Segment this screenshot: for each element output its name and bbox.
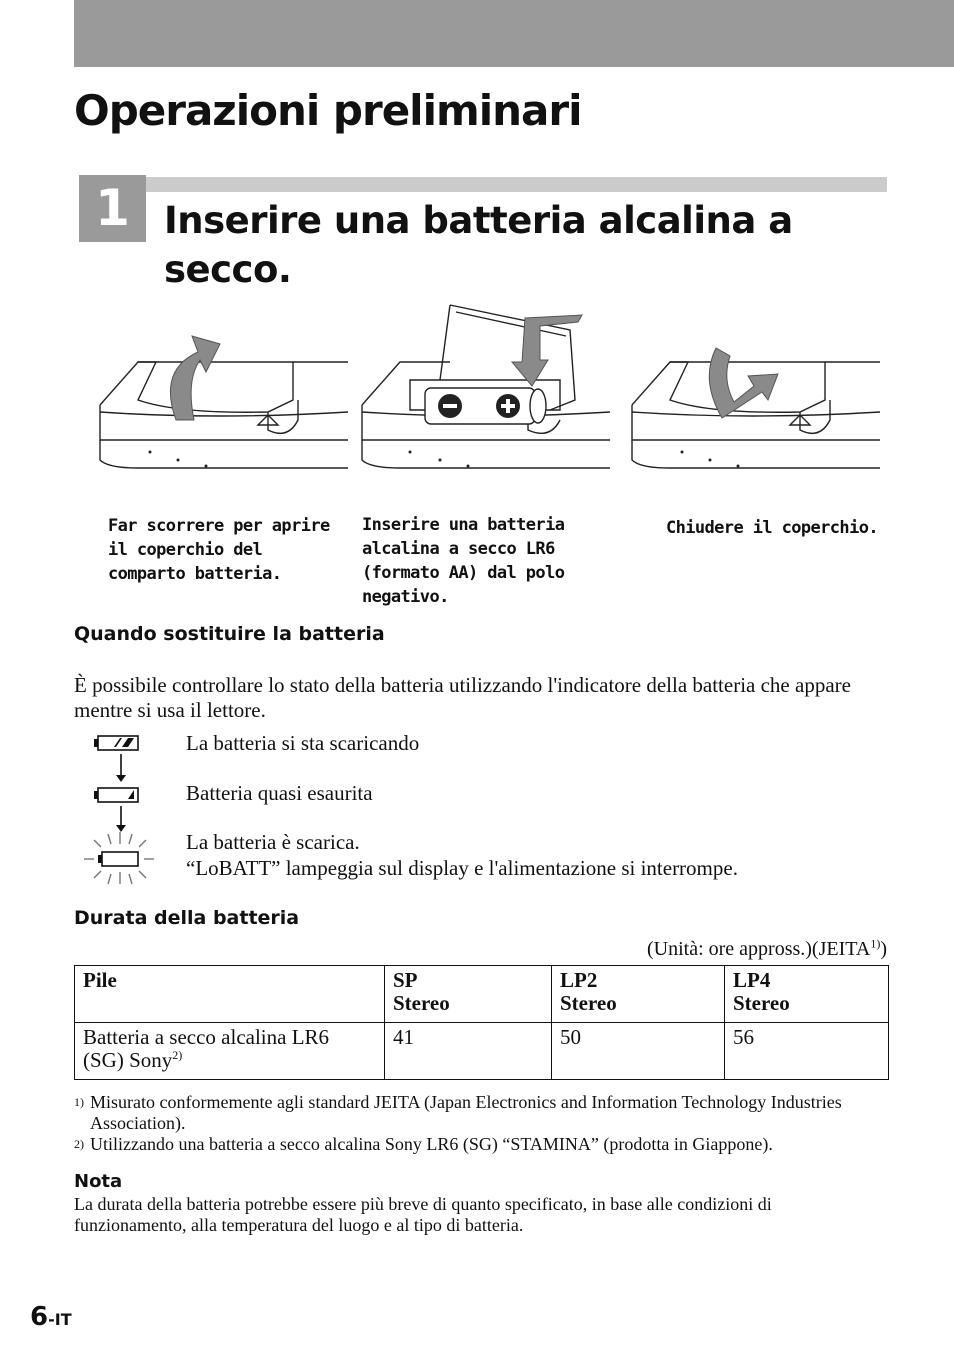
unit-note: (Unità: ore appross.)(JEITA$^{1)}$) [646,936,887,960]
battery-state-empty-detail: “LoBATT” lampeggia sul display e l'alimentazione si interrompe. [186,856,738,880]
battery-low-icon [94,788,138,802]
footnote-1: 1) Misurato conformemente agli standard JEITA (Japan Electronics and Information Technology Industries Association). [74,1092,842,1133]
note-heading: Nota [74,1171,123,1192]
caption-insert-battery: Inserire una batteria alcalina a secco LR6 (formato AA) dal polo negativo. [362,515,565,607]
value-cell-lp2: 50 [552,1023,725,1080]
step-number-badge: 1 [79,175,146,242]
header-cell-lp4: LP4 Stereo [725,966,889,1023]
header-cell-sp: SP Stereo [385,966,552,1023]
footnote-2: 2) Utilizzando una batteria a secco alcalina Sony LR6 (SG) “STAMINA” (prodotta in Giappone). [74,1134,773,1154]
header-cell-lp2: LP2 Stereo [552,966,725,1023]
step-title: Inserire una batteria alcalina a secco. [164,199,793,291]
battery-indicator-sequence [84,728,154,888]
battery-life-table [74,965,889,1080]
battery-empty-blinking-icon [84,832,154,884]
step-header-bar [144,177,887,192]
battery-state-empty: La batteria è scarica. [186,830,360,854]
page-title: Operazioni preliminari [74,86,582,135]
battery-state-draining: La batteria si sta scaricando [186,731,420,755]
value-cell-sp: 41 [385,1023,552,1080]
note-text: La durata della batteria potrebbe essere più breve di quanto specificato, in base alle condizioni di funzionamento, alla temperatura del luogo e al tipo di batteria. [74,1194,772,1235]
open-cover-illustration [98,300,348,510]
header-cell-pile: Pile [75,966,385,1023]
caption-close-cover: Chiudere il coperchio. [666,518,878,538]
curved-arrow-icon [170,336,220,420]
battery-half-icon [94,736,138,750]
battery-replace-heading: Quando sostituire la batteria [74,623,385,645]
curved-arrow-icon [709,348,778,418]
caption-open-cover: Far scorrere per aprire il coperchio del comparto batteria. [108,516,330,584]
battery-replace-intro: È possibile controllare lo stato della batteria utilizzando l'indicatore della batteria che appare mentre si usa il lettore. [74,673,851,722]
insert-battery-illustration [360,300,610,510]
table-header-row [75,966,889,1023]
row-label-cell: Batteria a secco alcalina LR6 (SG) Sony$^{2)}$ [75,1023,385,1080]
top-header-band [74,0,954,67]
battery-life-heading: Durata della batteria [74,907,300,929]
value-cell-lp4: 56 [725,1023,889,1080]
table-row [75,1023,889,1080]
close-cover-illustration [630,300,880,510]
page-number: 6-IT [30,1302,72,1332]
battery-state-low: Batteria quasi esaurita [186,781,373,805]
